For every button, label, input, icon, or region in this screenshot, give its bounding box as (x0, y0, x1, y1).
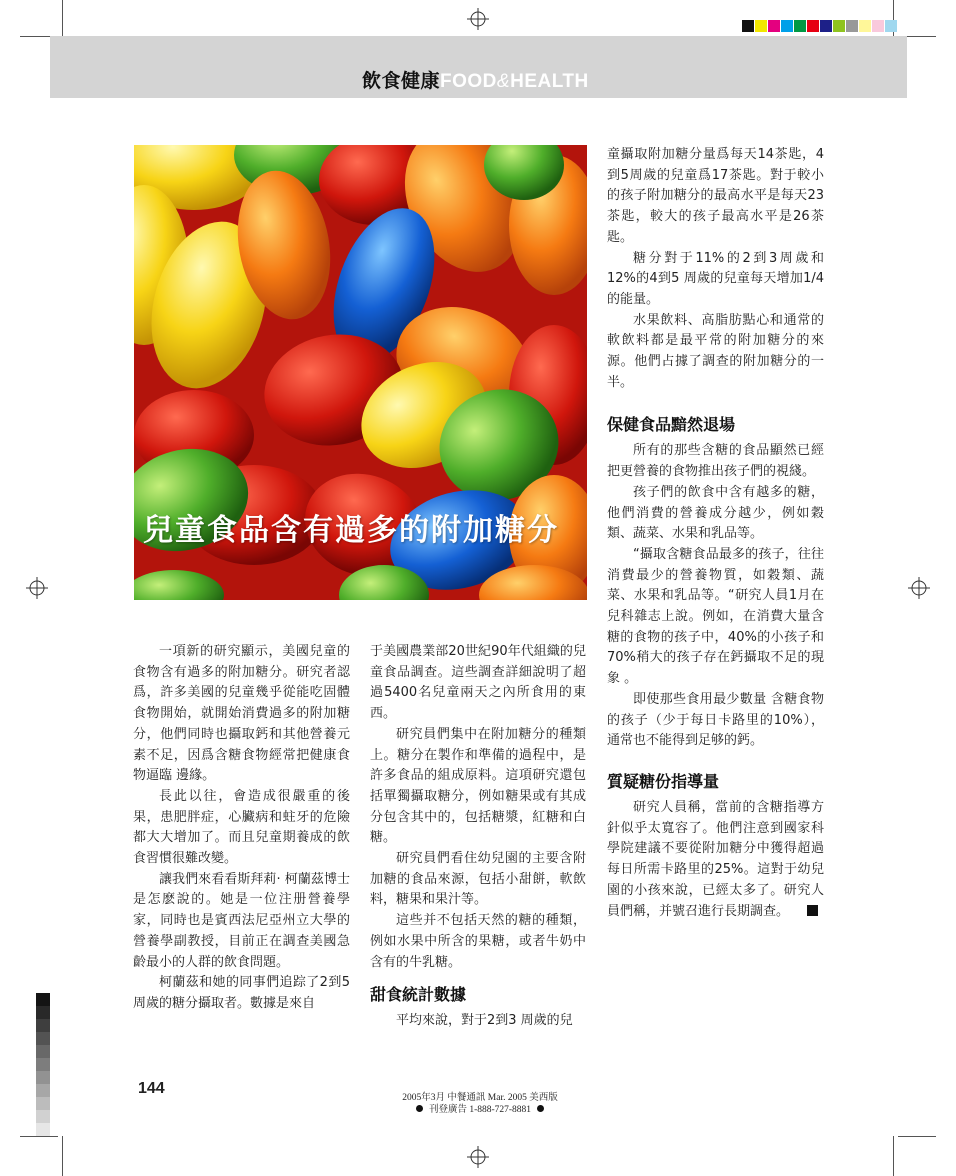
registration-mark-top (467, 8, 489, 30)
registration-mark-bottom (467, 1146, 489, 1168)
color-swatch (781, 20, 793, 32)
registration-mark-right (908, 577, 930, 599)
color-swatch (846, 20, 858, 32)
paragraph: 平均來說，對于2到3 周歲的兒 (396, 1013, 573, 1029)
section-title-amp: & (496, 71, 511, 92)
section-title-zh: 飲食健康 (362, 70, 441, 92)
paragraph: 即使那些食用最少數量 含糖食物的孩子（少于每日卡路里的10%），通常也不能得到足够的鈣。 (607, 691, 824, 749)
color-swatch (872, 20, 884, 32)
footer-line-2 (300, 1101, 660, 1115)
registration-mark-left (26, 577, 48, 599)
paragraph: 童攝取附加糖分量爲每天14茶匙，4到5周歲的兒童爲17茶匙。對于較小的孩子附加糖分的最高水平是每天23茶匙，較大的孩子最高水平是26茶匙。 (607, 147, 824, 245)
color-swatch (794, 20, 806, 32)
paragraph: 一項新的研究顯示，美國兒童的食物含有過多的附加糖分。研究者認爲，許多美國的兒童幾乎從能吃固體食物開始，就開始消費過多的附加糖分，他們同時也攝取鈣和其他營養元素不足，因爲含糖食物經常把健康食物逼臨 邊緣。 (133, 644, 350, 784)
paragraph: 水果飲料、高脂肪點心和通常的軟飲料都是最平常的附加糖分的來源。他們占據了調查的附加糖分的一半。 (607, 312, 824, 390)
color-swatch (885, 20, 897, 32)
paragraph: 讓我們來看看斯拜莉· 柯蘭茲博士是怎麽說的。她是一位注册營養學家，同時也是賓西法尼亞州立大學的營養學副教授，目前正在調查美國急齡最小的人群的飲食問題。 (133, 871, 350, 970)
paragraph: 研究員們看住幼兒園的主要含附加糖的食品來源，包括小甜餅，軟飲料，糖果和果汁等。 (370, 851, 586, 908)
gray-swatch (36, 1123, 50, 1136)
footer-ad-phone: 刊登廣告 1-888-727-8881 (428, 1105, 532, 1115)
color-calibration-bar (742, 20, 898, 32)
paragraph-last (607, 798, 824, 922)
gray-swatch (36, 1084, 50, 1097)
paragraph: 研究員們集中在附加糖分的種類上。糖分在製作和準備的過程中，是許多食品的組成原料。這項研究還包括單獨攝取糖分，例如糖果或有其成分包含其中的，包括糖漿，紅糖和白糖。 (370, 726, 586, 846)
gray-swatch (36, 1019, 50, 1032)
subheading-sugar-guide: 質疑糖份指導量 (607, 771, 720, 791)
column-3 (607, 145, 824, 922)
color-swatch (742, 20, 754, 32)
article-title: 兒童食品含有過多的附加糖分 (143, 513, 559, 548)
page-number: 144 (138, 1080, 165, 1097)
color-swatch (833, 20, 845, 32)
paragraph: “攝取含糖食品最多的孩子，往往消費最少的營養物質，如穀類、蔬菜、水果和乳品等。“研究人員1月在兒科雜志上說。例如，在消費大量含糖的食物的孩子中，40%的小孩子和70%稍大的孩子存在鈣攝取不足的現象 。 (607, 546, 824, 687)
color-swatch (768, 20, 780, 32)
column-2 (370, 642, 586, 1032)
section-title (362, 66, 589, 93)
color-swatch (859, 20, 871, 32)
paragraph: 這些并不包括天然的糖的種類，例如水果中所含的果糖，或者牛奶中含有的牛乳糖。 (370, 913, 586, 970)
color-swatch (820, 20, 832, 32)
color-swatch (807, 20, 819, 32)
gray-swatch (36, 1032, 50, 1045)
grayscale-calibration-strip (36, 993, 50, 1136)
paragraph-text: 研究人員稱，當前的含糖指導方針似乎太寬容了。他們注意到國家科學院建議不要從附加糖分中獲得超過每日所需卡路里的25%。這對于幼兒園的小孩來說，已經太多了。研究人員們稱，并號召進行長期調查。 (607, 799, 824, 919)
column-1 (133, 642, 350, 1015)
end-of-article-mark (807, 905, 818, 916)
gray-swatch (36, 1006, 50, 1019)
gray-swatch (36, 1058, 50, 1071)
gray-swatch (36, 1045, 50, 1058)
gray-swatch (36, 1097, 50, 1110)
subheading-health-food: 保健食品黯然退場 (607, 415, 736, 435)
paragraph: 所有的那些含糖的食品顯然已經把更營養的食物推出孩子們的視綫。 (607, 443, 824, 480)
color-swatch (755, 20, 767, 32)
bullet-icon (537, 1105, 544, 1112)
paragraph: 柯蘭茲和她的同事們追踪了2到5 周歲的糖分攝取者。數據是來自 (133, 975, 350, 1011)
gray-swatch (36, 1071, 50, 1084)
paragraph: 于美國農業部20世紀90年代組織的兒童食品調查。這些調查詳細說明了超過5400名兒童兩天之內所食用的東西。 (370, 644, 586, 722)
section-title-food: FOOD (440, 71, 497, 92)
paragraph: 長此以往，會造成很嚴重的後果，患肥胖症，心臟病和蛀牙的危險都大大增加了。而且兒童期養成的飲食習慣很難改變。 (133, 788, 350, 867)
paragraph: 糖分對于11%的2到3周歲和12%的4到5 周歲的兒童每天增加1/4的能量。 (607, 250, 824, 307)
gray-swatch (36, 993, 50, 1006)
section-title-health: HEALTH (510, 71, 589, 92)
bullet-icon (416, 1105, 423, 1112)
footer-publication: 2005年3月 中餐通訊 Mar. 2005 美西版 (402, 1093, 558, 1103)
subheading-sweet-stats: 甜食統計數據 (370, 985, 467, 1005)
paragraph: 孩子們的飲食中含有越多的糖，他們消費的營養成分越少，例如穀類、蔬菜、水果和乳品等。 (607, 484, 824, 542)
gray-swatch (36, 1110, 50, 1123)
